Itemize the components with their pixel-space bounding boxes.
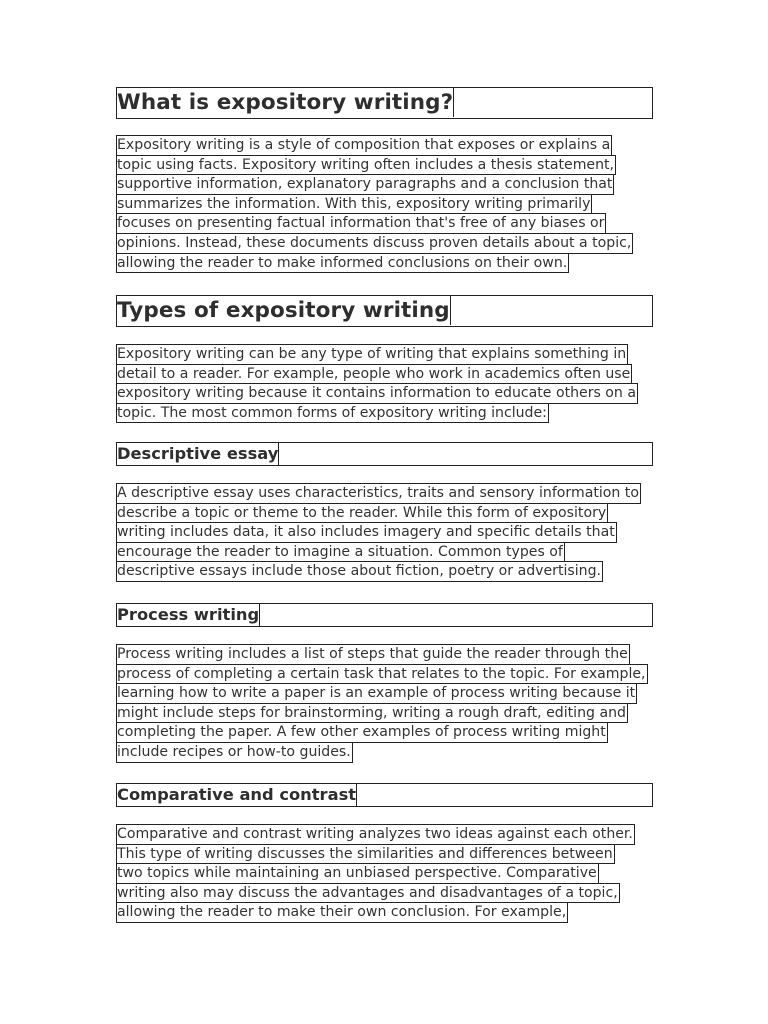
text-line: allowing the reader to make informed conclusions on their own. (116, 253, 569, 274)
text-line: A descriptive essay uses characteristics, traits and sensory information to (116, 483, 641, 504)
text-line: writing includes data, it also includes imagery and specific details that (116, 522, 617, 543)
heading-what-is-expository-writing (116, 87, 653, 119)
paragraph-definition (116, 135, 633, 273)
text-line: learning how to write a paper is an example of process writing because it (116, 683, 637, 704)
text-line: descriptive essays include those about fiction, poetry or advertising. (116, 561, 603, 582)
heading-descriptive-essay (116, 442, 653, 466)
text-line: include recipes or how-to guides. (116, 742, 353, 763)
text-line: Process writing includes a list of steps that guide the reader through the (116, 644, 630, 665)
text-line: topic. The most common forms of expository writing include: (116, 403, 549, 424)
text-line: writing also may discuss the advantages and disadvantages of a topic, (116, 883, 620, 904)
text-line: summarizes the information. With this, expository writing primarily (116, 194, 592, 215)
text-line: two topics while maintaining an unbiased perspective. Comparative (116, 863, 599, 884)
text-line: This type of writing discusses the similarities and differences between (116, 844, 615, 865)
paragraph-process-writing (116, 644, 648, 763)
heading-types-of-expository-writing (116, 295, 653, 327)
text-line: supportive information, explanatory paragraphs and a conclusion that (116, 174, 614, 195)
paragraph-descriptive-essay (116, 483, 641, 582)
text-line: expository writing because it contains information to educate others on a (116, 383, 638, 404)
heading-text: Descriptive essay (117, 444, 279, 463)
text-line: allowing the reader to make their own conclusion. For example, (116, 902, 568, 923)
heading-text: What is expository writing? (117, 90, 454, 115)
text-line: completing the paper. A few other examples of process writing might (116, 722, 608, 743)
text-line: Comparative and contrast writing analyzes two ideas against each other. (116, 824, 635, 845)
text-line: detail to a reader. For example, people who work in academics often use (116, 364, 632, 385)
heading-text: Process writing (117, 605, 260, 624)
text-line: might include steps for brainstorming, writing a rough draft, editing and (116, 703, 628, 724)
text-line: Expository writing is a style of composition that exposes or explains a (116, 135, 612, 156)
text-line: encourage the reader to imagine a situation. Common types of (116, 542, 565, 563)
text-line: topic using facts. Expository writing often includes a thesis statement, (116, 155, 616, 176)
heading-text: Types of expository writing (117, 298, 450, 323)
paragraph-comparative-and-contrast (116, 824, 635, 923)
heading-text: Comparative and contrast (117, 785, 357, 804)
text-line: process of completing a certain task that relates to the topic. For example, (116, 664, 648, 685)
heading-process-writing (116, 603, 653, 627)
text-line: describe a topic or theme to the reader. While this form of expository (116, 503, 608, 524)
text-line: Expository writing can be any type of writing that explains something in (116, 344, 628, 365)
text-line: focuses on presenting factual information that's free of any biases or (116, 213, 606, 234)
heading-comparative-and-contrast (116, 783, 653, 807)
paragraph-types (116, 344, 638, 423)
text-line: opinions. Instead, these documents discuss proven details about a topic, (116, 233, 633, 254)
